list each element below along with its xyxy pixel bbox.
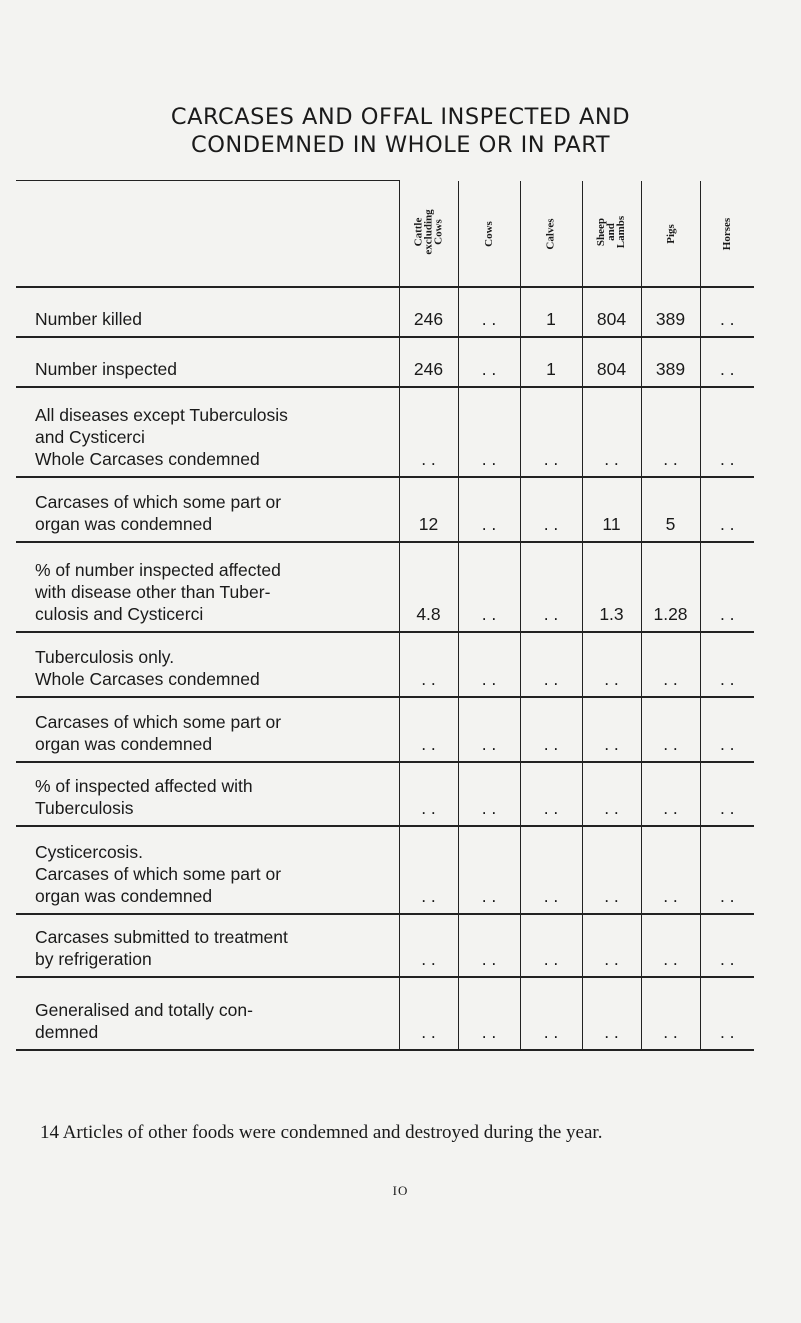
row-label [16, 762, 399, 826]
row-label-line: organ was condemned [35, 734, 213, 754]
row-label [16, 337, 399, 387]
table-cell: . . [582, 632, 641, 697]
table-cell: . . [641, 632, 700, 697]
page-title [0, 103, 801, 159]
table-cell: . . [641, 387, 700, 477]
table-cell: . . [700, 977, 754, 1050]
row-label-line: demned [35, 1022, 99, 1042]
table-cell: . . [641, 762, 700, 826]
table-cell: . . [582, 977, 641, 1050]
table-cell: . . [520, 697, 582, 762]
header-row [16, 181, 754, 288]
row-label-line: All diseases except Tuberculosis [35, 405, 288, 425]
page-number: IO [392, 1183, 409, 1198]
column-header-calves [520, 181, 582, 288]
table-cell: . . [700, 762, 754, 826]
table-cell: . . [700, 697, 754, 762]
row-label [16, 826, 399, 914]
table-row [16, 977, 754, 1050]
row-label-line: Whole Carcases condemned [35, 449, 260, 469]
table-cell: . . [700, 477, 754, 542]
row-label-line: Carcases of which some part or [35, 864, 282, 884]
table-cell: . . [520, 914, 582, 977]
header-pigs-text: Pigs [664, 224, 677, 245]
table-row [16, 287, 754, 337]
table-row [16, 914, 754, 977]
table-cell: 12 [399, 477, 458, 542]
header-horses-text: Horses [721, 218, 734, 251]
table-cell: . . [458, 977, 520, 1050]
header-cattle-line-3: Cows [432, 218, 445, 245]
table-cell: . . [458, 762, 520, 826]
table-cell: . . [700, 337, 754, 387]
table-cell: 11 [582, 477, 641, 542]
table-cell: . . [458, 287, 520, 337]
inspection-table [16, 180, 754, 1051]
table-cell: . . [700, 914, 754, 977]
row-label [16, 977, 399, 1050]
table-cell: . . [520, 632, 582, 697]
header-cows-text: Cows [482, 221, 495, 248]
row-label-line: Tuberculosis [35, 798, 134, 818]
table-cell: . . [582, 697, 641, 762]
table-cell: . . [582, 762, 641, 826]
table-cell: . . [458, 632, 520, 697]
table-cell: . . [458, 697, 520, 762]
header-cattle-line-2: excluding [422, 209, 435, 255]
table-cell: . . [399, 977, 458, 1050]
table-row [16, 477, 754, 542]
table-row [16, 762, 754, 826]
row-label-line: % of inspected affected with [35, 776, 253, 796]
table-cell: . . [520, 477, 582, 542]
table-cell: . . [641, 826, 700, 914]
row-label [16, 632, 399, 697]
row-label [16, 477, 399, 542]
table-cell: . . [700, 632, 754, 697]
header-cattle-line-1: Cattle [412, 217, 425, 247]
table-cell: . . [700, 542, 754, 632]
column-header-cows [458, 181, 520, 288]
row-label-line: with disease other than Tuber- [35, 582, 271, 602]
table-cell: . . [399, 914, 458, 977]
table-cell: . . [700, 826, 754, 914]
row-label-line: Carcases of which some part or [35, 492, 282, 512]
title-line-2: CONDEMNED IN WHOLE OR IN PART [190, 132, 610, 158]
row-label-line: Generalised and totally con- [35, 1000, 253, 1020]
table-cell: 389 [641, 337, 700, 387]
row-label-line: Carcases of which some part or [35, 712, 282, 732]
table-cell: . . [399, 632, 458, 697]
table-row [16, 387, 754, 477]
column-header-pigs [641, 181, 700, 288]
table-cell: 246 [399, 337, 458, 387]
header-cattle-text [413, 209, 443, 254]
table-cell: 1 [520, 287, 582, 337]
column-header-cattle [399, 181, 458, 288]
table-cell: . . [700, 287, 754, 337]
column-header-sheep [582, 181, 641, 288]
table-cell: . . [458, 337, 520, 387]
table-cell: . . [641, 697, 700, 762]
header-sheep-line-1: Sheep [595, 217, 608, 246]
table-row [16, 697, 754, 762]
table-cell: . . [399, 762, 458, 826]
header-sheep-text [597, 216, 627, 248]
row-label-line: by refrigeration [35, 949, 152, 969]
header-sheep-line-3: Lambs [615, 215, 628, 248]
column-header-horses [700, 181, 754, 288]
row-label [16, 697, 399, 762]
row-label-line: culosis and Cysticerci [35, 604, 204, 624]
table-cell: . . [458, 477, 520, 542]
table-cell: . . [582, 826, 641, 914]
row-label-line: organ was condemned [35, 886, 213, 906]
table-cell: . . [458, 387, 520, 477]
table-cell: . . [458, 914, 520, 977]
table-cell: 804 [582, 337, 641, 387]
table-cell: . . [641, 977, 700, 1050]
row-label-line: Carcases submitted to treatment [35, 927, 288, 947]
row-label-line: and Cysticerci [35, 427, 145, 447]
table-row [16, 337, 754, 387]
table-cell: . . [399, 387, 458, 477]
table-cell: . . [520, 826, 582, 914]
table-cell: 246 [399, 287, 458, 337]
table-cell: . . [520, 762, 582, 826]
table-cell: . . [582, 914, 641, 977]
row-label [16, 914, 399, 977]
table-cell: . . [641, 914, 700, 977]
row-label-line: Number killed [35, 309, 142, 329]
title-line-1: CARCASES AND OFFAL INSPECTED AND [170, 104, 631, 130]
table-cell: . . [399, 826, 458, 914]
row-label-line: Tuberculosis only. [35, 647, 175, 667]
footer-note: 14 Articles of other foods were condemned and destroyed during the year. [40, 1122, 603, 1143]
table-cell: . . [520, 977, 582, 1050]
table-cell: 1.28 [641, 542, 700, 632]
row-label [16, 387, 399, 477]
table-cell: 804 [582, 287, 641, 337]
header-blank-cell [16, 181, 399, 288]
table-row [16, 542, 754, 632]
table-cell: . . [700, 387, 754, 477]
row-label-line: organ was condemned [35, 514, 213, 534]
table-cell: 1 [520, 337, 582, 387]
table-cell: . . [458, 542, 520, 632]
table-cell: . . [582, 387, 641, 477]
row-label-line: % of number inspected affected [35, 560, 281, 580]
table-cell: . . [520, 542, 582, 632]
table-row [16, 826, 754, 914]
row-label [16, 287, 399, 337]
table-cell: 1.3 [582, 542, 641, 632]
header-sheep-line-2: and [605, 222, 618, 241]
header-calves-text: Calves [544, 218, 557, 250]
table-cell: . . [458, 826, 520, 914]
table-cell: 389 [641, 287, 700, 337]
table-cell: 5 [641, 477, 700, 542]
table-cell: 4.8 [399, 542, 458, 632]
row-label-line: Number inspected [35, 359, 178, 379]
row-label-line: Whole Carcases condemned [35, 669, 260, 689]
row-label-line: Cysticercosis. [35, 842, 143, 862]
table-cell: . . [520, 387, 582, 477]
table-cell: . . [399, 697, 458, 762]
table-row [16, 632, 754, 697]
row-label [16, 542, 399, 632]
